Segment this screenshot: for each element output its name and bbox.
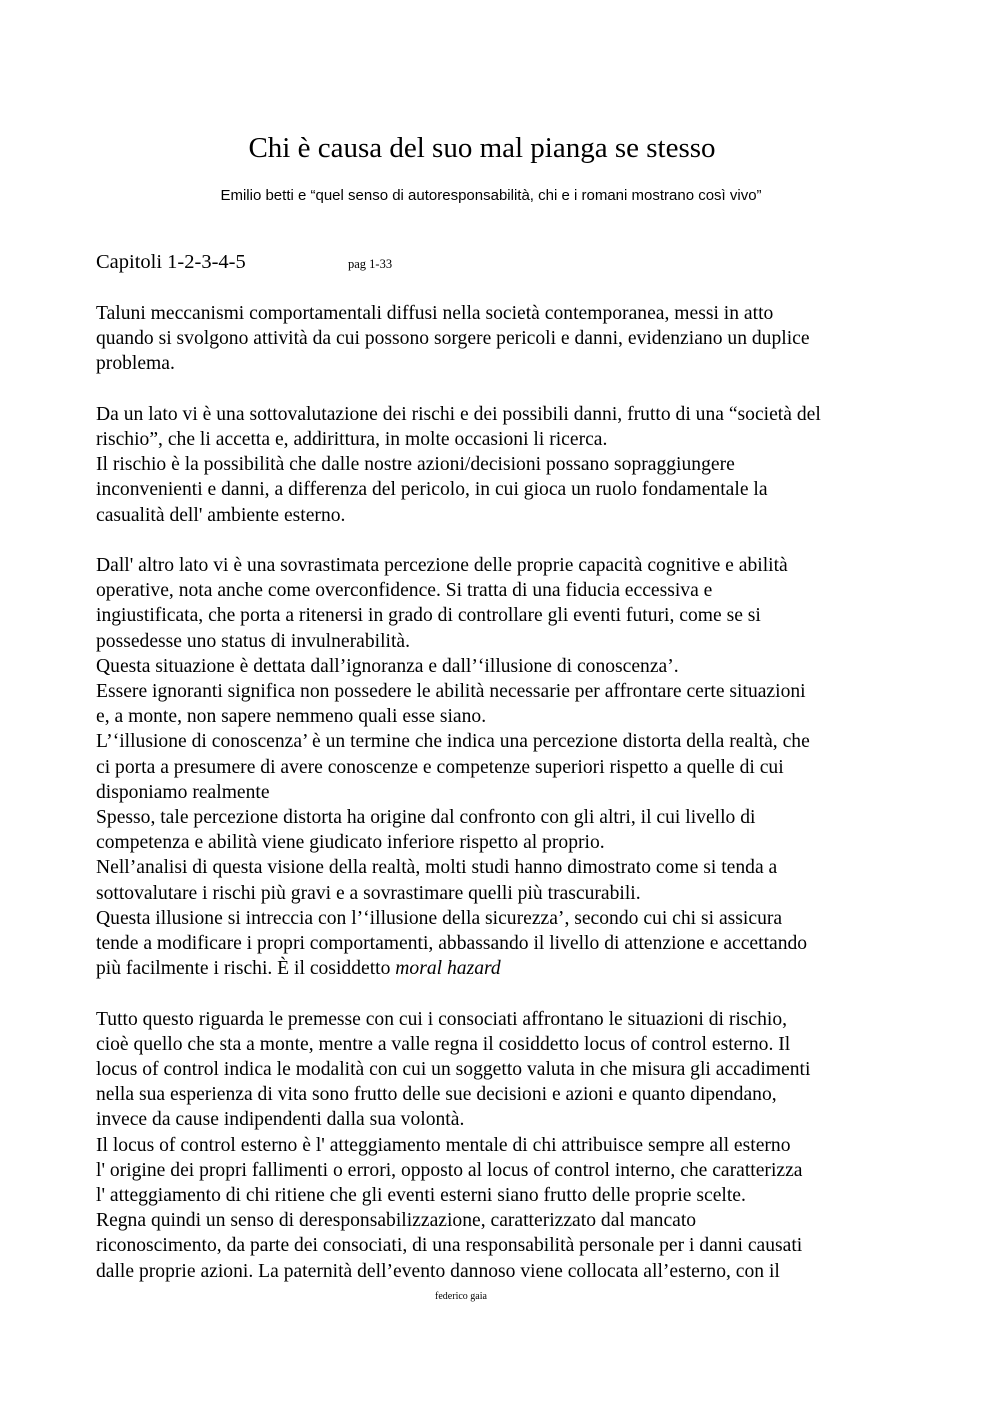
text-line: l' origine dei propri fallimenti o errori, opposto al locus of control interno, che caratterizza [96,1159,803,1181]
text-line: possedesse uno status di invulnerabilità. [96,630,410,652]
text-line: casualità dell' ambiente esterno. [96,504,346,526]
paragraph-spacer [96,981,916,1006]
text-line: inconvenienti e danni, a differenza del pericolo, in cui gioca un ruolo fondamentale la [96,479,768,501]
body-paragraph [96,301,916,377]
text-line: ci porta a presumere di avere conoscenze e competenze superiori rispetto a quelle di cui [96,756,784,778]
text-line: invece da cause indipendenti dalla sua volontà. [96,1109,465,1131]
text-line: locus of control indica le modalità con cui un soggetto valuta in che misura gli accadimenti [96,1059,811,1081]
chapter-reference [96,251,392,274]
text-line: Questa illusione si intreccia con l’‘illusione della sicurezza’, secondo cui chi si assicura [96,907,783,929]
chapter-pages: pag 1-33 [348,257,393,271]
body-paragraph [96,402,916,528]
chapter-label: Capitoli 1-2-3-4-5 [96,251,246,273]
document-body [96,301,916,1284]
text-line: quando si svolgono attività da cui possono sorgere pericoli e danni, evidenziano un duplice [96,328,810,350]
text-line: Questa situazione è dettata dall’ignoranza e dall’‘illusione di conoscenza’. [96,655,679,677]
document-title: Chi è causa del suo mal pianga se stesso [248,132,716,164]
text-line: operative, nota anche come overconfidence. Si tratta di una fiducia eccessiva e [96,580,713,602]
text-line: competenza e abilità viene giudicato inferiore rispetto al proprio. [96,832,605,854]
text-line: l' atteggiamento di chi ritiene che gli eventi esterni siano frutto delle proprie scelte. [96,1185,746,1207]
document-subtitle: Emilio betti e “quel senso di autoresponsabilità, chi e i romani mostrano così vivo” [220,187,762,204]
text-line: dalle proprie azioni. La paternità dell’evento dannoso viene collocata all’esterno, con il [96,1260,780,1282]
text-line: cioè quello che sta a monte, mentre a valle regna il cosiddetto locus of control esterno. Il [96,1033,791,1055]
paragraph-spacer [96,377,916,402]
italic-term: moral hazard [395,958,501,980]
text-line: sottovalutare i rischi più gravi e a sovrastimare quelli più trascurabili. [96,882,641,904]
body-paragraph [96,1007,916,1284]
text-line: Il rischio è la possibilità che dalle nostre azioni/decisioni possano sopraggiungere [96,454,735,476]
text-line: nella sua esperienza di vita sono frutto delle sue decisioni e azioni e quanto dipendano, [96,1084,777,1106]
text-line: Tutto questo riguarda le premesse con cui i consociati affrontano le situazioni di rischio, [96,1008,788,1030]
text-line: Nell’analisi di questa visione della realtà, molti studi hanno dimostrato come si tenda a [96,857,778,879]
text-line: Il locus of control esterno è l' atteggiamento mentale di chi attribuisce sempre all esterno [96,1134,791,1156]
text-line: problema. [96,353,175,375]
text-line: Essere ignoranti significa non possedere le abilità necessarie per affrontare certe situazioni [96,681,806,703]
text-line-prefix: più facilmente i rischi. È il cosiddetto [96,958,396,980]
text-line: Taluni meccanismi comportamentali diffusi nella società contemporanea, messi in atto [96,303,774,324]
text-line: disponiamo realmente [96,781,270,803]
text-line: Regna quindi un senso di deresponsabilizzazione, caratterizzato dal mancato [96,1210,697,1232]
text-line: ingiustificata, che porta a ritenersi in grado di controllare gli eventi futuri, come se si [96,605,761,627]
text-line: Dall' altro lato vi è una sovrastimata percezione delle proprie capacità cognitive e abilità [96,555,788,576]
text-line: e, a monte, non sapere nemmeno quali esse siano. [96,706,487,728]
paragraph-spacer [96,528,916,553]
page-footer: federico gaia [435,1291,487,1302]
text-line: Spesso, tale percezione distorta ha origine dal confronto con gli altri, il cui livello di [96,807,756,829]
body-paragraph [96,553,916,981]
text-line: L’‘illusione di conoscenza’ è un termine che indica una percezione distorta della realtà, che [96,731,810,753]
text-line: rischio”, che li accetta e, addirittura, in molte occasioni li ricerca. [96,429,608,450]
text-line: tende a modificare i propri comportamenti, abbassando il livello di attenzione e accettando [96,933,808,955]
text-line: riconoscimento, da parte dei consociati, di una responsabilità personale per i danni causati [96,1235,803,1257]
text-line: Da un lato vi è una sottovalutazione dei rischi e dei possibili danni, frutto di una “società del [96,403,821,425]
text-line [96,956,916,981]
